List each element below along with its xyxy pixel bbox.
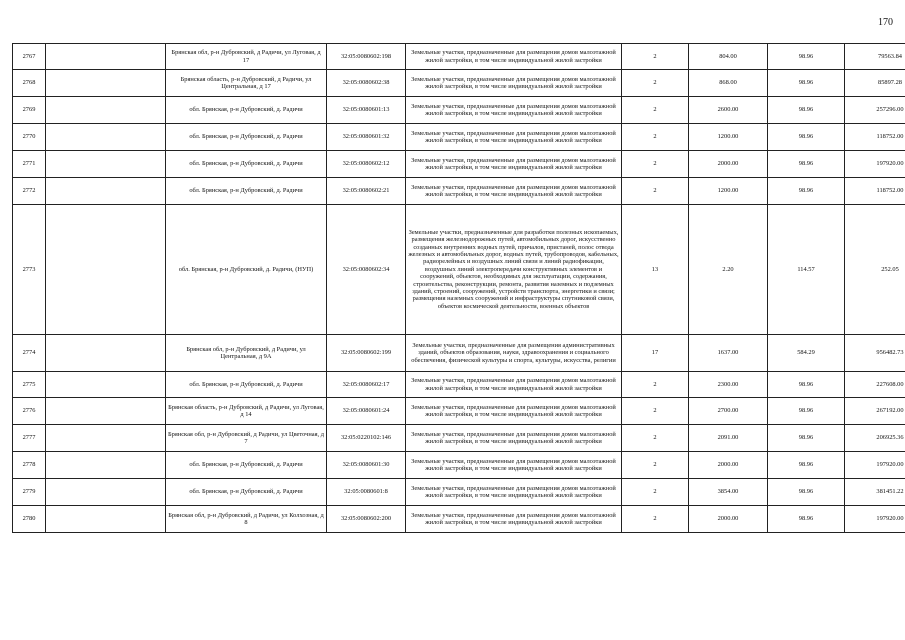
table-row (13, 70, 905, 97)
area-cell: 2091.00 (689, 425, 768, 452)
row-number: 2767 (13, 44, 46, 70)
row-number: 2772 (13, 178, 46, 205)
cadastral-value-cell: 956482.73 (845, 335, 905, 372)
address-cell: Брянская область, р-н Дубровский, д Радичи, ул Центральная, д 17 (166, 70, 327, 97)
cadastral-number-cell: 32:05:0080601:24 (327, 398, 406, 425)
cadastral-value-cell: 257296.00 (845, 97, 905, 124)
permitted-use-cell: Земельные участки, предназначенные для размещения домов малоэтажной жилой застройки, в том числе индивидуальной жилой застройки (406, 178, 622, 205)
specific-value-cell: 98.96 (768, 70, 845, 97)
area-cell: 804.00 (689, 44, 768, 70)
permitted-use-cell: Земельные участки, предназначенные для размещения домов малоэтажной жилой застройки, в том числе индивидуальной жилой застройки (406, 506, 622, 533)
cadastral-value-cell: 118752.00 (845, 178, 905, 205)
cadastral-value-cell: 197920.00 (845, 151, 905, 178)
row-number: 2778 (13, 452, 46, 479)
cadastral-number-cell: 32:05:0080601:13 (327, 97, 406, 124)
area-cell: 2000.00 (689, 452, 768, 479)
cadastral-number-cell: 32:05:0080601:30 (327, 452, 406, 479)
cadastral-number-cell: 32:05:0080602:17 (327, 372, 406, 398)
cadastral-number-cell: 32:05:0080602:34 (327, 205, 406, 335)
empty-cell (46, 372, 166, 398)
area-cell: 1637.00 (689, 335, 768, 372)
empty-cell (46, 124, 166, 151)
empty-cell (46, 205, 166, 335)
land-plots-table (12, 43, 905, 533)
use-group-cell: 2 (622, 372, 689, 398)
area-cell: 3854.00 (689, 479, 768, 506)
use-group-cell: 2 (622, 452, 689, 479)
area-cell: 1200.00 (689, 178, 768, 205)
table-row (13, 151, 905, 178)
table-row (13, 425, 905, 452)
area-cell: 2.20 (689, 205, 768, 335)
cadastral-value-cell: 381451.22 (845, 479, 905, 506)
cadastral-number-cell: 32:05:0080602:200 (327, 506, 406, 533)
empty-cell (46, 44, 166, 70)
row-number: 2768 (13, 70, 46, 97)
use-group-cell: 2 (622, 70, 689, 97)
permitted-use-cell: Земельные участки, предназначенные для размещения домов малоэтажной жилой застройки, в том числе индивидуальной жилой застройки (406, 479, 622, 506)
area-cell: 2300.00 (689, 372, 768, 398)
address-cell: Брянская обл, р-н Дубровский, д Радичи, ул Цветочная, д 7 (166, 425, 327, 452)
use-group-cell: 2 (622, 425, 689, 452)
permitted-use-cell: Земельные участки, предназначенные для размещения домов малоэтажной жилой застройки, в том числе индивидуальной жилой застройки (406, 70, 622, 97)
specific-value-cell: 584.29 (768, 335, 845, 372)
row-number: 2775 (13, 372, 46, 398)
cadastral-value-cell: 227608.00 (845, 372, 905, 398)
cadastral-value-cell: 197920.00 (845, 452, 905, 479)
cadastral-value-cell: 197920.00 (845, 506, 905, 533)
permitted-use-cell: Земельные участки, предназначенные для размещения административных зданий, объектов образования, науки, здравоохранения и социального обеспечения, физической культуры и спорта, культуры, искусства, религии (406, 335, 622, 372)
area-cell: 2600.00 (689, 97, 768, 124)
table-row (13, 44, 905, 70)
address-cell: обл. Брянская, р-н Дубровский, д. Радичи (166, 452, 327, 479)
empty-cell (46, 425, 166, 452)
use-group-cell: 2 (622, 178, 689, 205)
specific-value-cell: 98.96 (768, 425, 845, 452)
table-row (13, 398, 905, 425)
cadastral-value-cell: 118752.00 (845, 124, 905, 151)
table-row (13, 205, 905, 335)
cadastral-number-cell: 32:05:0080601:8 (327, 479, 406, 506)
use-group-cell: 17 (622, 335, 689, 372)
table-row (13, 479, 905, 506)
address-cell: обл. Брянская, р-н Дубровский, д. Радичи, (НУП) (166, 205, 327, 335)
row-number: 2777 (13, 425, 46, 452)
address-cell: обл. Брянская, р-н Дубровский, д. Радичи (166, 124, 327, 151)
table-row (13, 452, 905, 479)
specific-value-cell: 98.96 (768, 506, 845, 533)
empty-cell (46, 506, 166, 533)
address-cell: обл. Брянская, р-н Дубровский, д. Радичи (166, 97, 327, 124)
cadastral-number-cell: 32:05:0080602:199 (327, 335, 406, 372)
area-cell: 2000.00 (689, 151, 768, 178)
area-cell: 2000.00 (689, 506, 768, 533)
address-cell: обл. Брянская, р-н Дубровский, д. Радичи (166, 479, 327, 506)
address-cell: Брянская обл, р-н Дубровский, д Радичи, ул Луговая, д 17 (166, 44, 327, 70)
row-number: 2773 (13, 205, 46, 335)
cadastral-number-cell: 32:05:0080602:12 (327, 151, 406, 178)
empty-cell (46, 178, 166, 205)
permitted-use-cell: Земельные участки, предназначенные для размещения домов малоэтажной жилой застройки, в том числе индивидуальной жилой застройки (406, 44, 622, 70)
permitted-use-cell: Земельные участки, предназначенные для размещения домов малоэтажной жилой застройки, в том числе индивидуальной жилой застройки (406, 372, 622, 398)
use-group-cell: 2 (622, 506, 689, 533)
address-cell: обл. Брянская, р-н Дубровский, д. Радичи (166, 178, 327, 205)
address-cell: Брянская обл, р-н Дубровский, д Радичи, ул Центральная, д 9А (166, 335, 327, 372)
cadastral-value-cell: 85897.28 (845, 70, 905, 97)
use-group-cell: 2 (622, 124, 689, 151)
table-body (13, 44, 905, 533)
specific-value-cell: 98.96 (768, 151, 845, 178)
empty-cell (46, 97, 166, 124)
address-cell: Брянская область, р-н Дубровский, д Радичи, ул Луговая, д 14 (166, 398, 327, 425)
table-row (13, 124, 905, 151)
row-number: 2776 (13, 398, 46, 425)
cadastral-number-cell: 32:05:0080602:21 (327, 178, 406, 205)
area-cell: 1200.00 (689, 124, 768, 151)
address-cell: обл. Брянская, р-н Дубровский, д. Радичи (166, 151, 327, 178)
table-row (13, 372, 905, 398)
table-row (13, 178, 905, 205)
specific-value-cell: 98.96 (768, 124, 845, 151)
empty-cell (46, 479, 166, 506)
table-row (13, 335, 905, 372)
permitted-use-cell: Земельные участки, предназначенные для размещения домов малоэтажной жилой застройки, в том числе индивидуальной жилой застройки (406, 151, 622, 178)
table-row (13, 506, 905, 533)
address-cell: обл. Брянская, р-н Дубровский, д. Радичи (166, 372, 327, 398)
cadastral-value-cell: 206925.36 (845, 425, 905, 452)
permitted-use-cell: Земельные участки, предназначенные для размещения домов малоэтажной жилой застройки, в том числе индивидуальной жилой застройки (406, 398, 622, 425)
permitted-use-cell: Земельные участки, предназначенные для размещения домов малоэтажной жилой застройки, в том числе индивидуальной жилой застройки (406, 452, 622, 479)
use-group-cell: 2 (622, 151, 689, 178)
cadastral-number-cell: 32:05:0080602:38 (327, 70, 406, 97)
use-group-cell: 2 (622, 44, 689, 70)
specific-value-cell: 98.96 (768, 44, 845, 70)
empty-cell (46, 151, 166, 178)
permitted-use-cell: Земельные участки, предназначенные для разработки полезных ископаемых, размещения железнодорожных путей, автомобильных дорог, искусственно созданных внутренних водных путей, причалов, пристаней, полос отвода железных и автомобильных дорог, водных путей, трубопроводов, кабельных, радиорелейных и воздушных линий связи и линий радиофикации, воздушных линий электропередачи конструктивных элементов и сооружений, объектов, необходимых для эксплуатации, содержания, строительства, реконструкции, ремонта, развития наземных и подземных зданий, строений, сооружений, устройств транспорта, энергетики и связи; размещения наземных сооружений и инфраструктуры спутниковой связи, объектов космической деятельности, военных объектов (406, 205, 622, 335)
specific-value-cell: 98.96 (768, 372, 845, 398)
table-row (13, 97, 905, 124)
row-number: 2771 (13, 151, 46, 178)
address-cell: Брянская обл, р-н Дубровский, д Радичи, ул Колхозная, д 8 (166, 506, 327, 533)
permitted-use-cell: Земельные участки, предназначенные для размещения домов малоэтажной жилой застройки, в том числе индивидуальной жилой застройки (406, 425, 622, 452)
area-cell: 868.00 (689, 70, 768, 97)
page-number: 170 (878, 17, 893, 28)
cadastral-number-cell: 32:05:0080602:198 (327, 44, 406, 70)
row-number: 2769 (13, 97, 46, 124)
cadastral-value-cell: 252.05 (845, 205, 905, 335)
empty-cell (46, 335, 166, 372)
use-group-cell: 2 (622, 398, 689, 425)
use-group-cell: 2 (622, 97, 689, 124)
empty-cell (46, 70, 166, 97)
row-number: 2770 (13, 124, 46, 151)
area-cell: 2700.00 (689, 398, 768, 425)
specific-value-cell: 98.96 (768, 97, 845, 124)
cadastral-value-cell: 79563.84 (845, 44, 905, 70)
row-number: 2774 (13, 335, 46, 372)
use-group-cell: 13 (622, 205, 689, 335)
empty-cell (46, 398, 166, 425)
permitted-use-cell: Земельные участки, предназначенные для размещения домов малоэтажной жилой застройки, в том числе индивидуальной жилой застройки (406, 97, 622, 124)
use-group-cell: 2 (622, 479, 689, 506)
specific-value-cell: 98.96 (768, 398, 845, 425)
cadastral-value-cell: 267192.00 (845, 398, 905, 425)
row-number: 2779 (13, 479, 46, 506)
cadastral-number-cell: 32:05:0220102:146 (327, 425, 406, 452)
cadastral-number-cell: 32:05:0080601:32 (327, 124, 406, 151)
specific-value-cell: 98.96 (768, 178, 845, 205)
permitted-use-cell: Земельные участки, предназначенные для размещения домов малоэтажной жилой застройки, в том числе индивидуальной жилой застройки (406, 124, 622, 151)
specific-value-cell: 98.96 (768, 479, 845, 506)
specific-value-cell: 114.57 (768, 205, 845, 335)
specific-value-cell: 98.96 (768, 452, 845, 479)
empty-cell (46, 452, 166, 479)
row-number: 2780 (13, 506, 46, 533)
